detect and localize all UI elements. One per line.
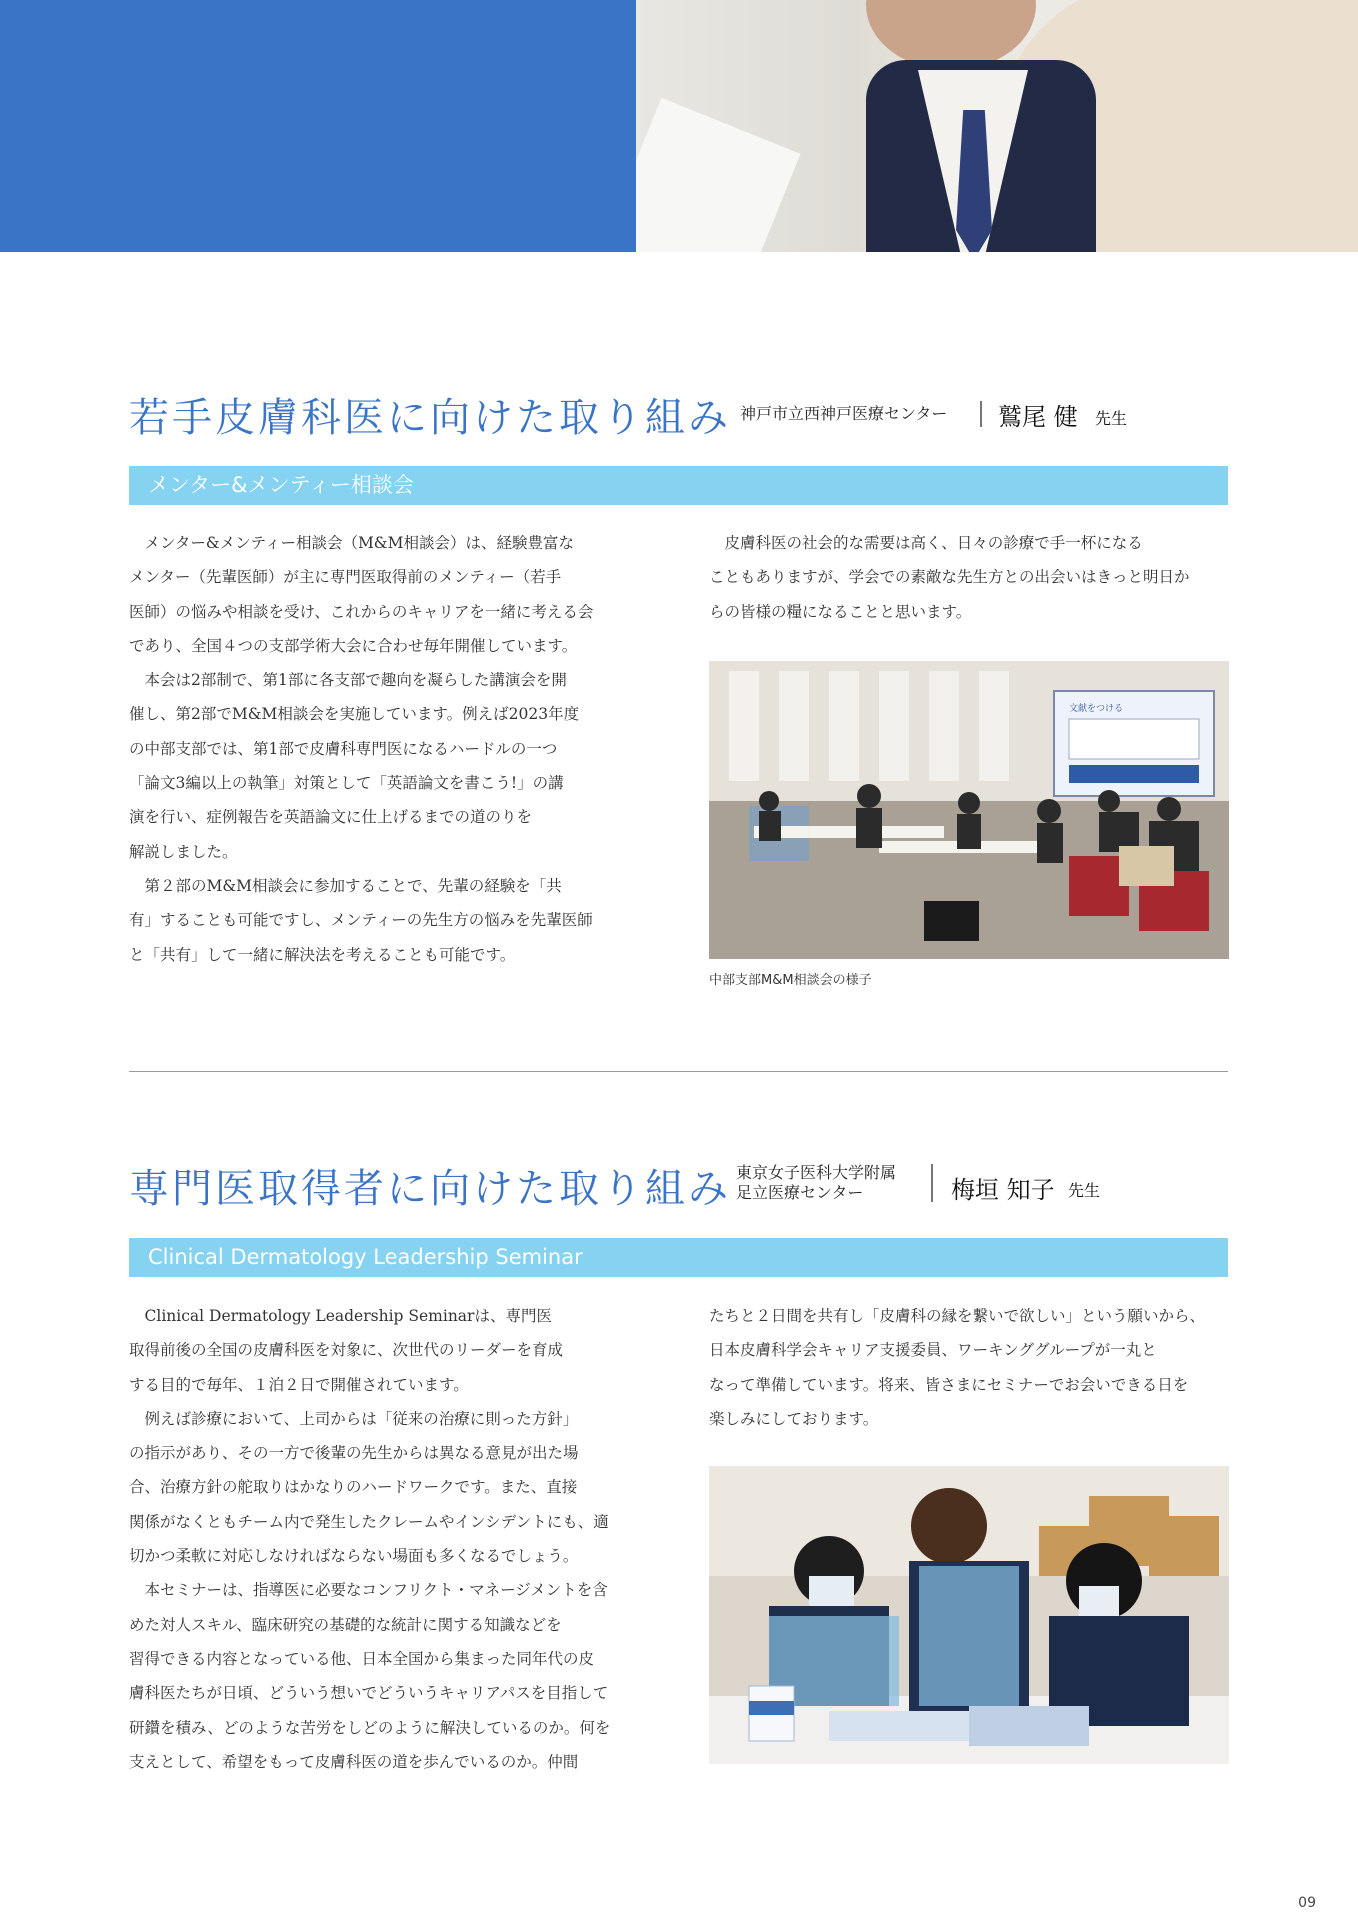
body-text-line: と「共有」して一緒に解決法を考えることも可能です。 <box>129 945 516 964</box>
blue-color-block <box>0 0 636 252</box>
header-photo-smiling-man <box>636 0 1358 252</box>
body-text-line: Clinical Dermatology Leadership Seminarは、専門医 <box>144 1307 552 1325</box>
section2-right-column <box>709 1299 1229 1436</box>
body-text-line: 関係がなくともチーム内で発生したクレームやインシデントにも、適 <box>129 1512 609 1531</box>
section2-title: 専門医取得者に向けた取り組み <box>129 1166 731 1212</box>
body-text-line: 取得前後の全国の皮膚科医を対象に、次世代のリーダーを育成 <box>129 1341 564 1360</box>
body-text-line: 日本皮膚科学会キャリア支援委員、ワーキンググループが一丸と <box>709 1341 1157 1360</box>
body-text-line: 合、治療方針の舵取りはかなりのハードワークです。また、直接 <box>129 1478 578 1497</box>
section1-honorific: 先生 <box>1095 409 1128 428</box>
body-text-line: 本セミナーは、指導医に必要なコンフリクト・マネージメントを含 <box>144 1581 608 1600</box>
body-text-line: 第２部のM&M相談会に参加することで、先輩の経験を「共 <box>144 876 562 895</box>
body-text-line: 本会は2部制で、第1部に各支部で趣向を凝らした講演会を開 <box>144 671 567 690</box>
page-number: 09 <box>1298 1895 1316 1911</box>
body-text-line: の中部支部では、第1部で皮膚科専門医になるハードルの一つ <box>129 739 558 758</box>
seminar-workshop-photo <box>709 1466 1229 1764</box>
body-text-line: する目的で毎年、１泊２日で開催されています。 <box>129 1375 469 1394</box>
body-text-line: 有」することも可能ですし、メンティーの先生方の悩みを先輩医師 <box>129 911 593 930</box>
section1-subheading-bar: メンター&メンティー相談会 <box>129 466 1228 505</box>
section2-person-name: 梅垣 知子 <box>951 1176 1055 1204</box>
body-text-line: 研鑽を積み、どのような苦労をしどのように解決しているのか。何を <box>129 1718 611 1737</box>
section2-separator <box>931 1164 933 1202</box>
body-text-line: であり、全国４つの支部学術大会に合わせ毎年開催しています。 <box>129 636 578 655</box>
mm-consultation-photo <box>709 661 1229 959</box>
body-text-line: の指示があり、その一方で後輩の先生からは異なる意見が出た場 <box>129 1444 579 1463</box>
body-text-line: 例えば診療において、上司からは「従来の治療に則った方針」 <box>144 1409 579 1428</box>
body-text-line: 医師）の悩みや相談を受け、これからのキャリアを一緒に考える会 <box>129 602 594 621</box>
body-text-line: 解説しました。 <box>129 842 238 861</box>
section2-honorific: 先生 <box>1068 1181 1101 1200</box>
body-text-line: こともありますが、学会での素敵な先生方との出会いはきっと明日か <box>709 568 1190 587</box>
body-text-line: らの皆様の糧になることと思います。 <box>709 602 972 621</box>
section1-person-name: 鷲尾 健 <box>998 403 1078 431</box>
body-text-line: 皮膚科医の社会的な需要は高く、日々の診療で手一杯になる <box>724 534 1143 552</box>
body-text-line: 支えとして、希望をもって皮膚科医の道を歩んでいるのか。仲間 <box>129 1752 579 1771</box>
section2-left-column <box>129 1299 649 1779</box>
section2-subheading-bar: Clinical Dermatology Leadership Seminar <box>129 1238 1228 1277</box>
photo-paper-document <box>636 98 801 252</box>
body-text-line: 催し、第2部でM&M相談会を実施しています。例えば2023年度 <box>129 705 580 724</box>
body-text-line: メンター&メンティー相談会（M&M相談会）は、経験豊富な <box>144 534 574 552</box>
section2-affiliation-line2: 足立医療センター <box>736 1183 864 1202</box>
seminar-workshop-photo-drawing <box>709 1466 1229 1764</box>
section1-affiliation: 神戸市立西神戸医療センター <box>740 404 948 423</box>
body-text-line: めた対人スキル、臨床研究の基礎的な統計に関する知識などを <box>129 1615 562 1634</box>
section1-title: 若手皮膚科医に向けた取り組み <box>129 395 731 441</box>
body-text-line: 演を行い、症例報告を英語論文に仕上げるまでの道のりを <box>129 808 533 827</box>
body-text-line: 切かつ柔軟に対応しなければならない場面も多くなるでしょう。 <box>129 1547 579 1566</box>
mm-consultation-photo-drawing <box>709 661 1229 959</box>
section-divider <box>129 1071 1228 1072</box>
top-banner <box>0 0 1358 252</box>
section1-photo-caption: 中部支部M&M相談会の様子 <box>709 973 872 988</box>
body-text-line: 楽しみにしております。 <box>709 1409 879 1428</box>
section1-left-column <box>129 526 649 972</box>
section1-separator <box>980 401 982 427</box>
body-text-line: なって準備しています。将来、皆さまにセミナーでお会いできる日を <box>709 1375 1189 1394</box>
section2-affiliation-line1: 東京女子医科大学附属 <box>736 1163 897 1182</box>
body-text-line: メンター（先輩医師）が主に専門医取得前のメンティー（若手 <box>129 568 562 587</box>
body-text-line: たちと２日間を共有し「皮膚科の縁を繋いで欲しい」という願いから、 <box>709 1307 1206 1325</box>
section1-right-column <box>709 526 1229 629</box>
slide-text: 文献をつける <box>1069 704 1124 714</box>
body-text-line: 膚科医たちが日頃、どういう想いでどういうキャリアパスを目指して <box>129 1684 609 1703</box>
body-text-line: 習得できる内容となっている他、日本全国から集まった同年代の皮 <box>129 1649 595 1668</box>
body-text-line: 「論文3編以上の執筆」対策として「英語論文を書こう!」の講 <box>129 774 564 793</box>
